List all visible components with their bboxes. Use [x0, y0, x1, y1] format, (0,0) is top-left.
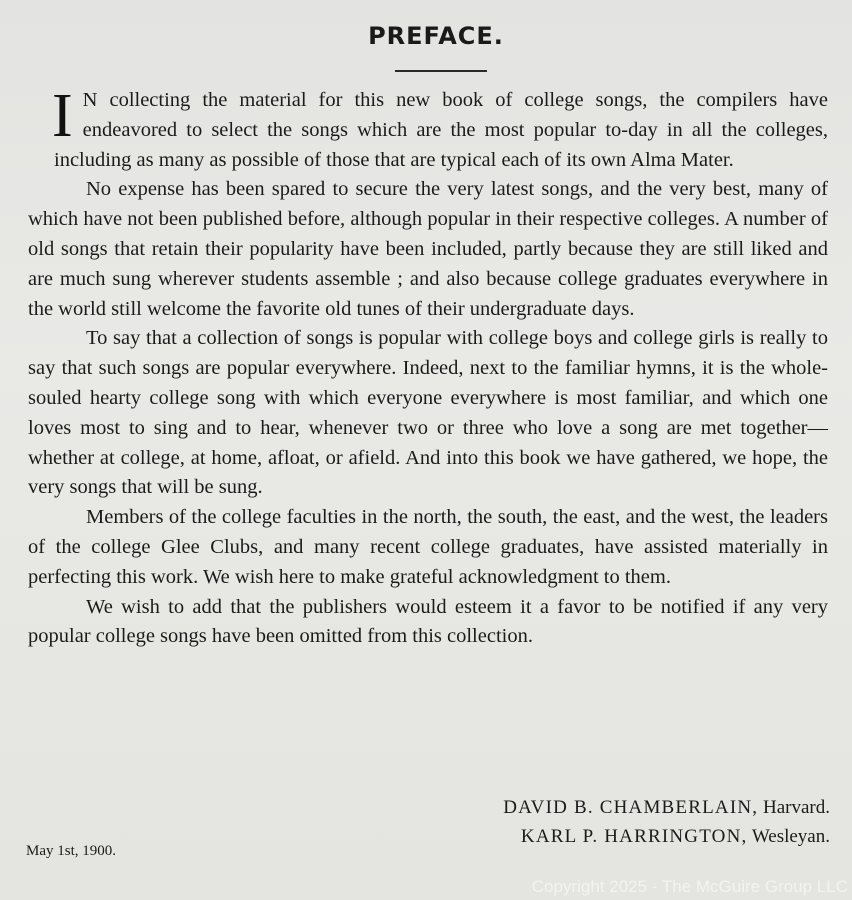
signature-1-name: DAVID B. CHAMBERLAIN, — [503, 797, 759, 818]
signature-2-name: KARL P. HARRINGTON, — [520, 826, 748, 847]
drop-cap: I — [52, 82, 73, 150]
title-rule — [395, 70, 487, 72]
preface-date: May 1st, 1900. — [26, 843, 116, 859]
preface-body — [28, 82, 828, 652]
signature-2-school: Wesleyan. — [747, 826, 830, 847]
paragraph-4: Members of the college faculties in the north, the south, the east, and the west, the leaders of the college Glee Clubs, and many recent college graduates, have assisted materially in perfecting this work. We wish here to make grateful acknowledgment to them. — [28, 506, 828, 588]
paragraph-3: To say that a collection of songs is popular with college boys and college girls is really to say that such songs are popular everywhere. Indeed, next to the familiar hymns, it is the whole-souled hearty college song with which everyone everywhere is most familiar, and which one loves most to sing and to hear, whenever two or three who love a song are met together—whether at college, at home, afloat, or afield. And into this book we have gathered, we hope, the very songs that will be sung. — [28, 327, 828, 499]
signature-2 — [521, 826, 830, 848]
paragraph-1 — [28, 82, 828, 175]
copyright-watermark: Copyright 2025 - The McGuire Group LLC — [531, 877, 848, 896]
signature-1-school: Harvard. — [758, 797, 830, 818]
page-title: PREFACE. — [368, 22, 504, 50]
paragraph-1-text: N collecting the material for this new book of college songs, the compilers have endeavored to select the songs which are the most popular to-day in all the colleges, including as many as possible of those that are typical each of its own Alma Mater. — [54, 89, 828, 171]
paragraph-5: We wish to add that the publishers would esteem it a favor to be notified if any very popular college songs have been omitted from this collection. — [28, 595, 828, 648]
paragraph-2: No expense has been spared to secure the very latest songs, and the very best, many of which have not been published before, although popular in their respective colleges. A number of old songs that retain their popularity have been included, partly because they are still liked and are much sung wherever students assemble ; and also because college graduates everywhere in the world still welcome the favorite old tunes of their undergraduate days. — [28, 178, 828, 320]
signature-1 — [503, 797, 830, 819]
